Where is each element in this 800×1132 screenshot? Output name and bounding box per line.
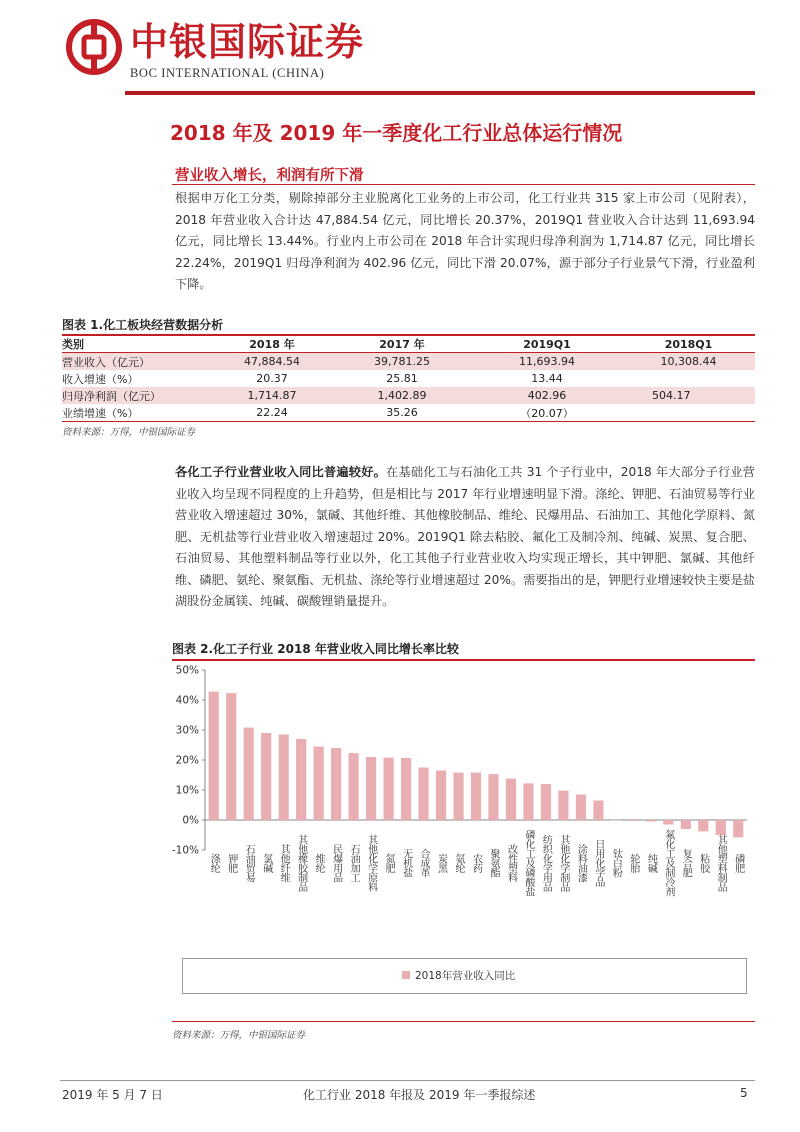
x-tick-label: 涤纶 <box>208 853 220 873</box>
x-tick-label: 农药 <box>470 853 482 873</box>
section2-paragraph <box>175 462 755 613</box>
bar <box>663 820 673 825</box>
bar <box>523 783 533 820</box>
table-cell: 25.81 <box>386 372 418 385</box>
x-tick-label: 民爆用品 <box>330 844 342 882</box>
x-tick-label: 日用化学品 <box>592 839 604 887</box>
bar <box>698 820 708 831</box>
x-tick-label: 磷肥 <box>732 853 744 873</box>
y-tick-label: 0% <box>182 814 199 827</box>
y-tick-label: 50% <box>175 664 199 677</box>
x-tick-label: 粘胶 <box>697 853 709 873</box>
bar <box>576 795 586 821</box>
table-cell: 47,884.54 <box>212 353 332 371</box>
bar <box>384 758 394 820</box>
table-source: 资料来源：万得，中银国际证券 <box>62 427 196 438</box>
bar <box>506 779 516 820</box>
table-cell: 35.26 <box>332 404 472 422</box>
table-row <box>62 387 755 404</box>
x-tick-label: 氨纶 <box>453 853 465 873</box>
table-row <box>62 404 755 422</box>
bar <box>541 784 551 820</box>
bar <box>453 773 463 820</box>
table-header-cell: 2019Q1 <box>472 336 622 353</box>
x-tick-label: 氮肥 <box>383 853 395 873</box>
bar <box>366 757 376 820</box>
x-tick-label: 无机盐 <box>400 848 412 878</box>
brand-name-en: BOC INTERNATIONAL (CHINA) <box>130 66 325 80</box>
bar <box>226 693 236 820</box>
table-cell: 13.44 <box>531 372 563 385</box>
table-cell: 402.96 <box>472 387 622 404</box>
table-cell: 504.17 <box>622 387 755 404</box>
table-header-cell: 类别 <box>62 336 212 353</box>
bar <box>296 739 306 820</box>
x-tick-label: 轮胎 <box>627 853 639 873</box>
bar-chart <box>172 662 755 952</box>
table-cell-negative: （20.07） <box>472 404 622 422</box>
table-cell: 1,714.87 <box>212 387 332 404</box>
bar <box>279 735 289 821</box>
x-tick-label: 维纶 <box>313 853 325 873</box>
table-header-row <box>62 336 755 353</box>
y-tick-label: 40% <box>175 694 199 707</box>
y-tick-label: -10% <box>172 844 199 857</box>
table-cell: 营业收入（亿元） <box>62 353 212 371</box>
bar <box>611 820 621 821</box>
x-tick-label: 磷化工及磷酸盐 <box>522 829 534 897</box>
section2-lead: 各化工子行业营业收入同比普遍较好。 <box>175 465 387 479</box>
footer-date: 2019 年 5 月 7 日 <box>62 1088 163 1102</box>
legend-swatch <box>402 971 410 979</box>
x-tick-label: 其他纤维 <box>278 844 290 882</box>
x-tick-label: 聚氨酯 <box>487 848 499 878</box>
table-header-cell: 2018Q1 <box>622 336 755 353</box>
table-cell: 1,402.89 <box>332 387 472 404</box>
chart-top-rule <box>172 659 755 661</box>
table-row <box>62 370 755 387</box>
brand-name-cn: 中银国际证券 <box>130 19 365 64</box>
bar <box>488 774 498 820</box>
x-tick-label: 纺织化学用品 <box>540 834 552 892</box>
section-rule <box>172 184 755 185</box>
bar <box>209 692 219 820</box>
bar <box>716 820 726 835</box>
table-cell: 11,693.94 <box>472 353 622 371</box>
table-cell: 收入增速（%） <box>62 372 139 386</box>
bar <box>418 768 428 821</box>
x-tick-label: 钛白粉 <box>610 848 622 878</box>
table-cell <box>622 404 755 422</box>
bar <box>471 773 481 820</box>
x-tick-label: 其他塑料制品 <box>715 834 727 892</box>
x-tick-label: 钾肥 <box>225 853 237 873</box>
legend-label: 2018年营业收入同比 <box>415 970 516 982</box>
x-tick-label: 氯碱 <box>260 853 272 873</box>
bar <box>261 733 271 820</box>
y-tick-label: 30% <box>175 724 199 737</box>
y-tick-label: 20% <box>175 754 199 767</box>
bar <box>733 820 743 837</box>
table-cell: 归母净利润（亿元） <box>62 387 212 404</box>
footer-rule <box>60 1080 755 1081</box>
x-tick-label: 涂料油漆 <box>575 844 587 882</box>
chart-title: 图表 2.化工子行业 2018 年营业收入同比增长率比较 <box>172 642 459 656</box>
y-tick-label: 10% <box>175 784 199 797</box>
table-header-cell: 2018 年 <box>212 336 332 353</box>
section1-paragraph: 根据申万化工分类，剔除掉部分主业脱离化工业务的上市公司，化工行业共 315 家上市公司（见附表），2018 年营业收入合计达 47,884.54 亿元，同比增长 20.37%，2019Q1 营业收入合计达到 11,693.94 亿元，同比增长 13.44%。行业内上市公司在 2018 年合计实现归母净利润为 1,714.87 亿元，同比增长 22.24%，2019Q1 归母净利润为 402.96 亿元，同比下滑 20.07%，源于部分子行业景气下滑，行业盈利下降。 <box>175 191 755 291</box>
bar <box>314 747 324 821</box>
bar <box>558 791 568 820</box>
x-tick-label: 合成革 <box>418 848 430 878</box>
table-row <box>62 353 755 371</box>
bar <box>244 728 254 820</box>
x-tick-label: 其他橡胶制品 <box>295 834 307 892</box>
x-tick-label: 改性塑料 <box>505 844 517 882</box>
x-tick-label: 石油加工 <box>348 844 360 882</box>
table-cell: 业绩增速（%） <box>62 404 212 422</box>
bar <box>401 758 411 820</box>
x-tick-label: 纯碱 <box>645 853 657 873</box>
table-cell: 20.37 <box>256 372 288 385</box>
table-cell <box>622 370 755 387</box>
bar <box>436 771 446 821</box>
x-tick-label: 氟化工及制冷剂 <box>662 829 674 897</box>
bar <box>593 801 603 821</box>
table-title: 图表 1.化工板块经营数据分析 <box>62 318 224 332</box>
x-tick-label: 其他化学原料 <box>365 834 377 892</box>
bar <box>681 820 691 829</box>
table-cell: 22.24 <box>212 404 332 422</box>
bar <box>646 820 656 822</box>
page-number: 5 <box>740 1086 748 1100</box>
header-rule <box>125 91 755 95</box>
section-heading: 营业收入增长，利润有所下滑 <box>175 168 364 184</box>
table-cell: 10,308.44 <box>622 353 755 371</box>
data-table <box>62 336 755 422</box>
x-tick-label: 复合肥 <box>680 848 692 878</box>
boc-logo-icon <box>66 19 122 75</box>
bar <box>349 753 359 820</box>
chart-source: 资料来源：万得，中银国际证券 <box>172 1030 306 1041</box>
bar <box>331 748 341 820</box>
page-title: 2018 年及 2019 年一季度化工行业总体运行情况 <box>170 121 623 145</box>
section2-body: 在基础化工与石油化工共 31 个子行业中，2018 年大部分子行业营业收入均呈现不同程度的上升趋势，但是相比与 2017 年行业增速明显下滑。涤纶、钾肥、石油贸易等行业营业收入增速超过 30%，氯碱、其他纤维、其他橡胶制品、维纶、民爆用品、石油加工、其他化学原料、氮肥、无机盐等行业营业收入增速超过 20%。2019Q1 除去粘胶、氟化工及制冷剂、纯碱、炭黑、复合肥、石油贸易、其他塑料制品等行业以外，化工其他子行业营业收入均实现正增长，其中钾肥、氯碱、其他纤维、磷肥、氨纶、聚氨酯、无机盐、涤纶等行业增速超过 20%。需要指出的是，钾肥行业增速较快主要是盐湖股份金属镁、纯碱、碳酸锂销量提升。 <box>175 465 755 608</box>
table-header-cell: 2017 年 <box>332 336 472 353</box>
x-tick-label: 炭黑 <box>435 853 447 873</box>
x-tick-label: 其他化学制品 <box>557 834 569 892</box>
bar <box>628 820 638 821</box>
table-cell: 39,781.25 <box>332 353 472 371</box>
x-tick-label: 石油贸易 <box>243 844 255 882</box>
chart-bottom-rule <box>172 1021 755 1022</box>
footer-doc-title: 化工行业 2018 年报及 2019 年一季报综述 <box>303 1088 536 1102</box>
